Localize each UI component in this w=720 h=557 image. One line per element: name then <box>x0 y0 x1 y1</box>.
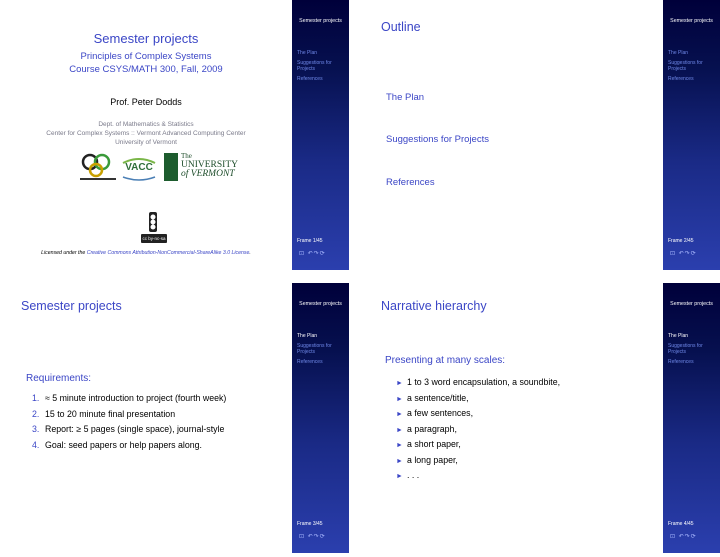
list-text: . . . <box>407 470 420 480</box>
list-number: 4. <box>32 439 40 450</box>
frame-counter: Frame 1/45 <box>297 238 323 244</box>
list-item <box>396 377 560 393</box>
list-text: a paragraph, <box>407 423 457 434</box>
scales-list <box>396 377 560 486</box>
sidebar-nav <box>297 50 347 86</box>
list-number: 3. <box>32 424 40 434</box>
uvm-shield-icon <box>164 153 178 181</box>
outline-item-suggestions[interactable]: Suggestions for Projects <box>386 134 489 145</box>
license-text <box>0 250 292 256</box>
sidebar <box>292 283 349 553</box>
license-suffix: . <box>249 250 251 256</box>
list-number: 1. <box>32 393 40 403</box>
slide-requirements <box>0 283 349 553</box>
sidebar-title[interactable]: Semester projects <box>670 301 713 307</box>
sidebar-title[interactable]: Semester projects <box>670 18 713 24</box>
list-item <box>396 408 560 424</box>
slide-outline <box>361 0 720 270</box>
list-text: a few sentences, <box>407 408 474 418</box>
uvm-wordmark <box>181 152 238 179</box>
sidebar-title[interactable]: Semester projects <box>299 301 342 307</box>
sidebar <box>663 283 720 553</box>
complex-systems-logo <box>78 151 118 183</box>
sidebar-item-references[interactable]: References <box>297 76 323 82</box>
list-item <box>396 439 560 455</box>
sidebar-item-suggestions[interactable]: Suggestions for Projects <box>668 343 703 355</box>
bullet-icon: ► <box>396 457 403 465</box>
sidebar-item-the-plan[interactable]: The Plan <box>668 50 689 56</box>
list-item <box>396 470 560 486</box>
bullet-icon: ► <box>396 380 403 387</box>
slide-title <box>0 0 349 270</box>
sidebar <box>292 0 349 270</box>
slide-content <box>0 283 292 553</box>
author-name: Prof. Peter Dodds <box>110 97 182 107</box>
slide-heading: Outline <box>381 20 421 34</box>
course-subtitle: Principles of Complex Systems <box>80 51 212 62</box>
sidebar-nav <box>668 50 718 86</box>
bullet-icon: ► <box>396 426 403 434</box>
cc-license-badge: cc by-nc-sa <box>142 236 166 241</box>
list-text: ≈ 5 minute introduction to project (fourth week) <box>45 393 227 403</box>
slide-heading: Narrative hierarchy <box>381 299 487 313</box>
requirements-list <box>32 393 226 455</box>
list-text: a short paper, <box>407 439 461 449</box>
bullet-icon: ► <box>396 411 403 418</box>
sidebar-nav <box>297 333 347 369</box>
sidebar-item-references[interactable]: References <box>297 359 323 365</box>
frame-counter: Frame 4/45 <box>668 521 694 527</box>
requirements-heading: Requirements: <box>26 373 92 384</box>
sidebar-item-references[interactable]: References <box>668 359 694 365</box>
center-name: Center for Complex Systems :: Vermont Advanced Computing Center <box>46 130 246 137</box>
slide-narrative-hierarchy <box>361 283 720 553</box>
uvm-university: UNIVERSITY <box>181 160 238 170</box>
course-number: Course CSYS/MATH 300, Fall, 2009 <box>69 64 223 75</box>
slide-heading: Semester projects <box>21 299 122 313</box>
navigation-controls-icon[interactable]: ⊡ ↶↷⟳ <box>299 251 326 257</box>
navigation-controls-icon[interactable]: ⊡ ↶↷⟳ <box>670 534 697 540</box>
list-text: 15 to 20 minute final presentation <box>45 408 176 419</box>
sidebar-nav <box>668 333 718 369</box>
vacc-logo <box>120 155 158 181</box>
list-text: Goal: seed papers or help papers along. <box>45 439 202 450</box>
bullet-icon: ► <box>396 395 403 403</box>
sidebar <box>663 0 720 270</box>
department: Dept. of Mathematics & Statistics <box>98 121 194 128</box>
sidebar-title[interactable]: Semester projects <box>299 18 342 24</box>
list-item <box>396 393 560 409</box>
sidebar-item-suggestions[interactable]: Suggestions for Projects <box>297 343 332 355</box>
license-link[interactable]: Creative Commons Attribution-NonCommercial-ShareAlike 3.0 License <box>86 250 250 256</box>
list-item <box>32 424 226 440</box>
uvm-the: The <box>181 152 192 160</box>
uvm-vermont: of VERMONT <box>181 169 235 179</box>
sidebar-item-the-plan[interactable]: The Plan <box>297 333 318 339</box>
slide-title-heading: Semester projects <box>93 31 199 46</box>
list-item <box>32 393 226 409</box>
bullet-icon: ► <box>396 442 403 449</box>
list-item <box>32 440 226 456</box>
sidebar-item-the-plan[interactable]: The Plan <box>668 333 689 339</box>
navigation-controls-icon[interactable]: ⊡ ↶↷⟳ <box>299 534 326 540</box>
sidebar-item-the-plan[interactable]: The Plan <box>297 50 318 56</box>
slide-content <box>361 0 663 270</box>
slide-content <box>361 283 663 553</box>
list-text: 1 to 3 word encapsulation, a soundbite, <box>407 377 561 387</box>
scales-heading: Presenting at many scales: <box>385 355 506 366</box>
sidebar-item-suggestions[interactable]: Suggestions for Projects <box>668 60 703 72</box>
university: University of Vermont <box>115 139 177 146</box>
traffic-light-icon <box>148 212 158 232</box>
list-number: 2. <box>32 408 40 419</box>
license-prefix: Licensed under the <box>41 250 87 256</box>
sidebar-item-suggestions[interactable]: Suggestions for Projects <box>297 60 332 72</box>
frame-counter: Frame 2/45 <box>668 238 694 244</box>
frame-counter: Frame 3/45 <box>297 521 323 527</box>
list-text: Report: ≥ 5 pages (single space), journal-style <box>45 424 225 434</box>
list-item <box>396 424 560 440</box>
list-text: a long paper, <box>407 454 458 465</box>
outline-item-plan[interactable]: The Plan <box>386 92 425 103</box>
slide-content <box>0 0 292 270</box>
sidebar-item-references[interactable]: References <box>668 76 694 82</box>
bullet-icon: ► <box>396 473 403 480</box>
outline-item-references[interactable]: References <box>386 177 435 188</box>
list-item <box>396 455 560 471</box>
navigation-controls-icon[interactable]: ⊡ ↶↷⟳ <box>670 251 697 257</box>
list-text: a sentence/title, <box>407 392 469 403</box>
list-item <box>32 409 226 425</box>
vacc-label: VACC <box>125 162 153 173</box>
